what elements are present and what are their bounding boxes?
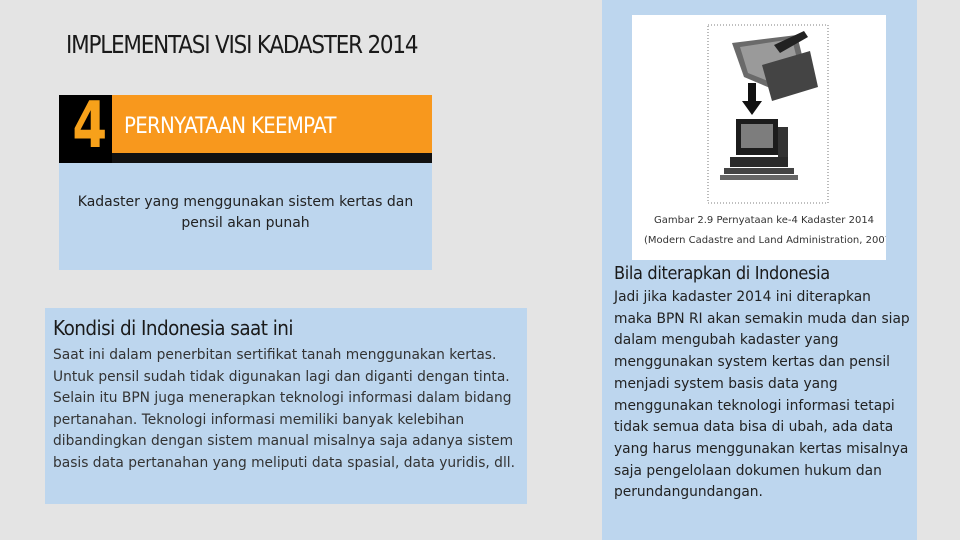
kondisi-title: Kondisi di Indonesia saat ini [53,316,293,340]
figure-caption-line2: (Modern Cadastre and Land Administration, 2007) [644,235,886,246]
bila-title: Bila diterapkan di Indonesia [614,263,830,284]
figure-image [632,15,886,260]
slide-title: IMPLEMENTASI VISI KADASTER 2014 [66,30,418,59]
figure-caption-line1: Gambar 2.9 Pernyataan ke-4 Kadaster 2014 [654,215,875,226]
bila-text: Jadi jika kadaster 2014 ini diterapkan maka BPN RI akan semakin muda dan siap dalam mengubah kadaster yang menggunakan system kertas dan pensil menjadi system basis data yang menggunakan teknologi informasi tetapi tidak semua data bisa di ubah, ada data yang harus menggunakan kertas misalnya saja pengelolaan dokumen hukum dan perundangundangan. [614,289,910,501]
computer-icon [720,119,798,180]
statement-number: 4 [72,89,108,163]
paper-stack-icon [732,31,818,101]
paper-to-computer-illustration [632,15,886,260]
header-underline [112,153,432,163]
kondisi-text: Saat ini dalam penerbitan sertifikat tanah menggunakan kertas. Untuk pensil sudah tidak digunakan lagi dan diganti dengan tinta. Selain itu BPN juga menerapkan teknologi informasi dalam bidang pertanahan. Teknologi informasi memiliki banyak kelebihan dibandingkan dengan sistem manual misalnya saja adanya sistem basis data pertanahan yang meliputi data spasial, data yuridis, dll. [53,347,515,471]
statement-label: PERNYATAAN KEEMPAT [124,114,336,139]
statement-text: Kadaster yang menggunakan sistem kertas dan pensil akan punah [77,194,414,231]
arrow-down-icon [742,83,762,115]
